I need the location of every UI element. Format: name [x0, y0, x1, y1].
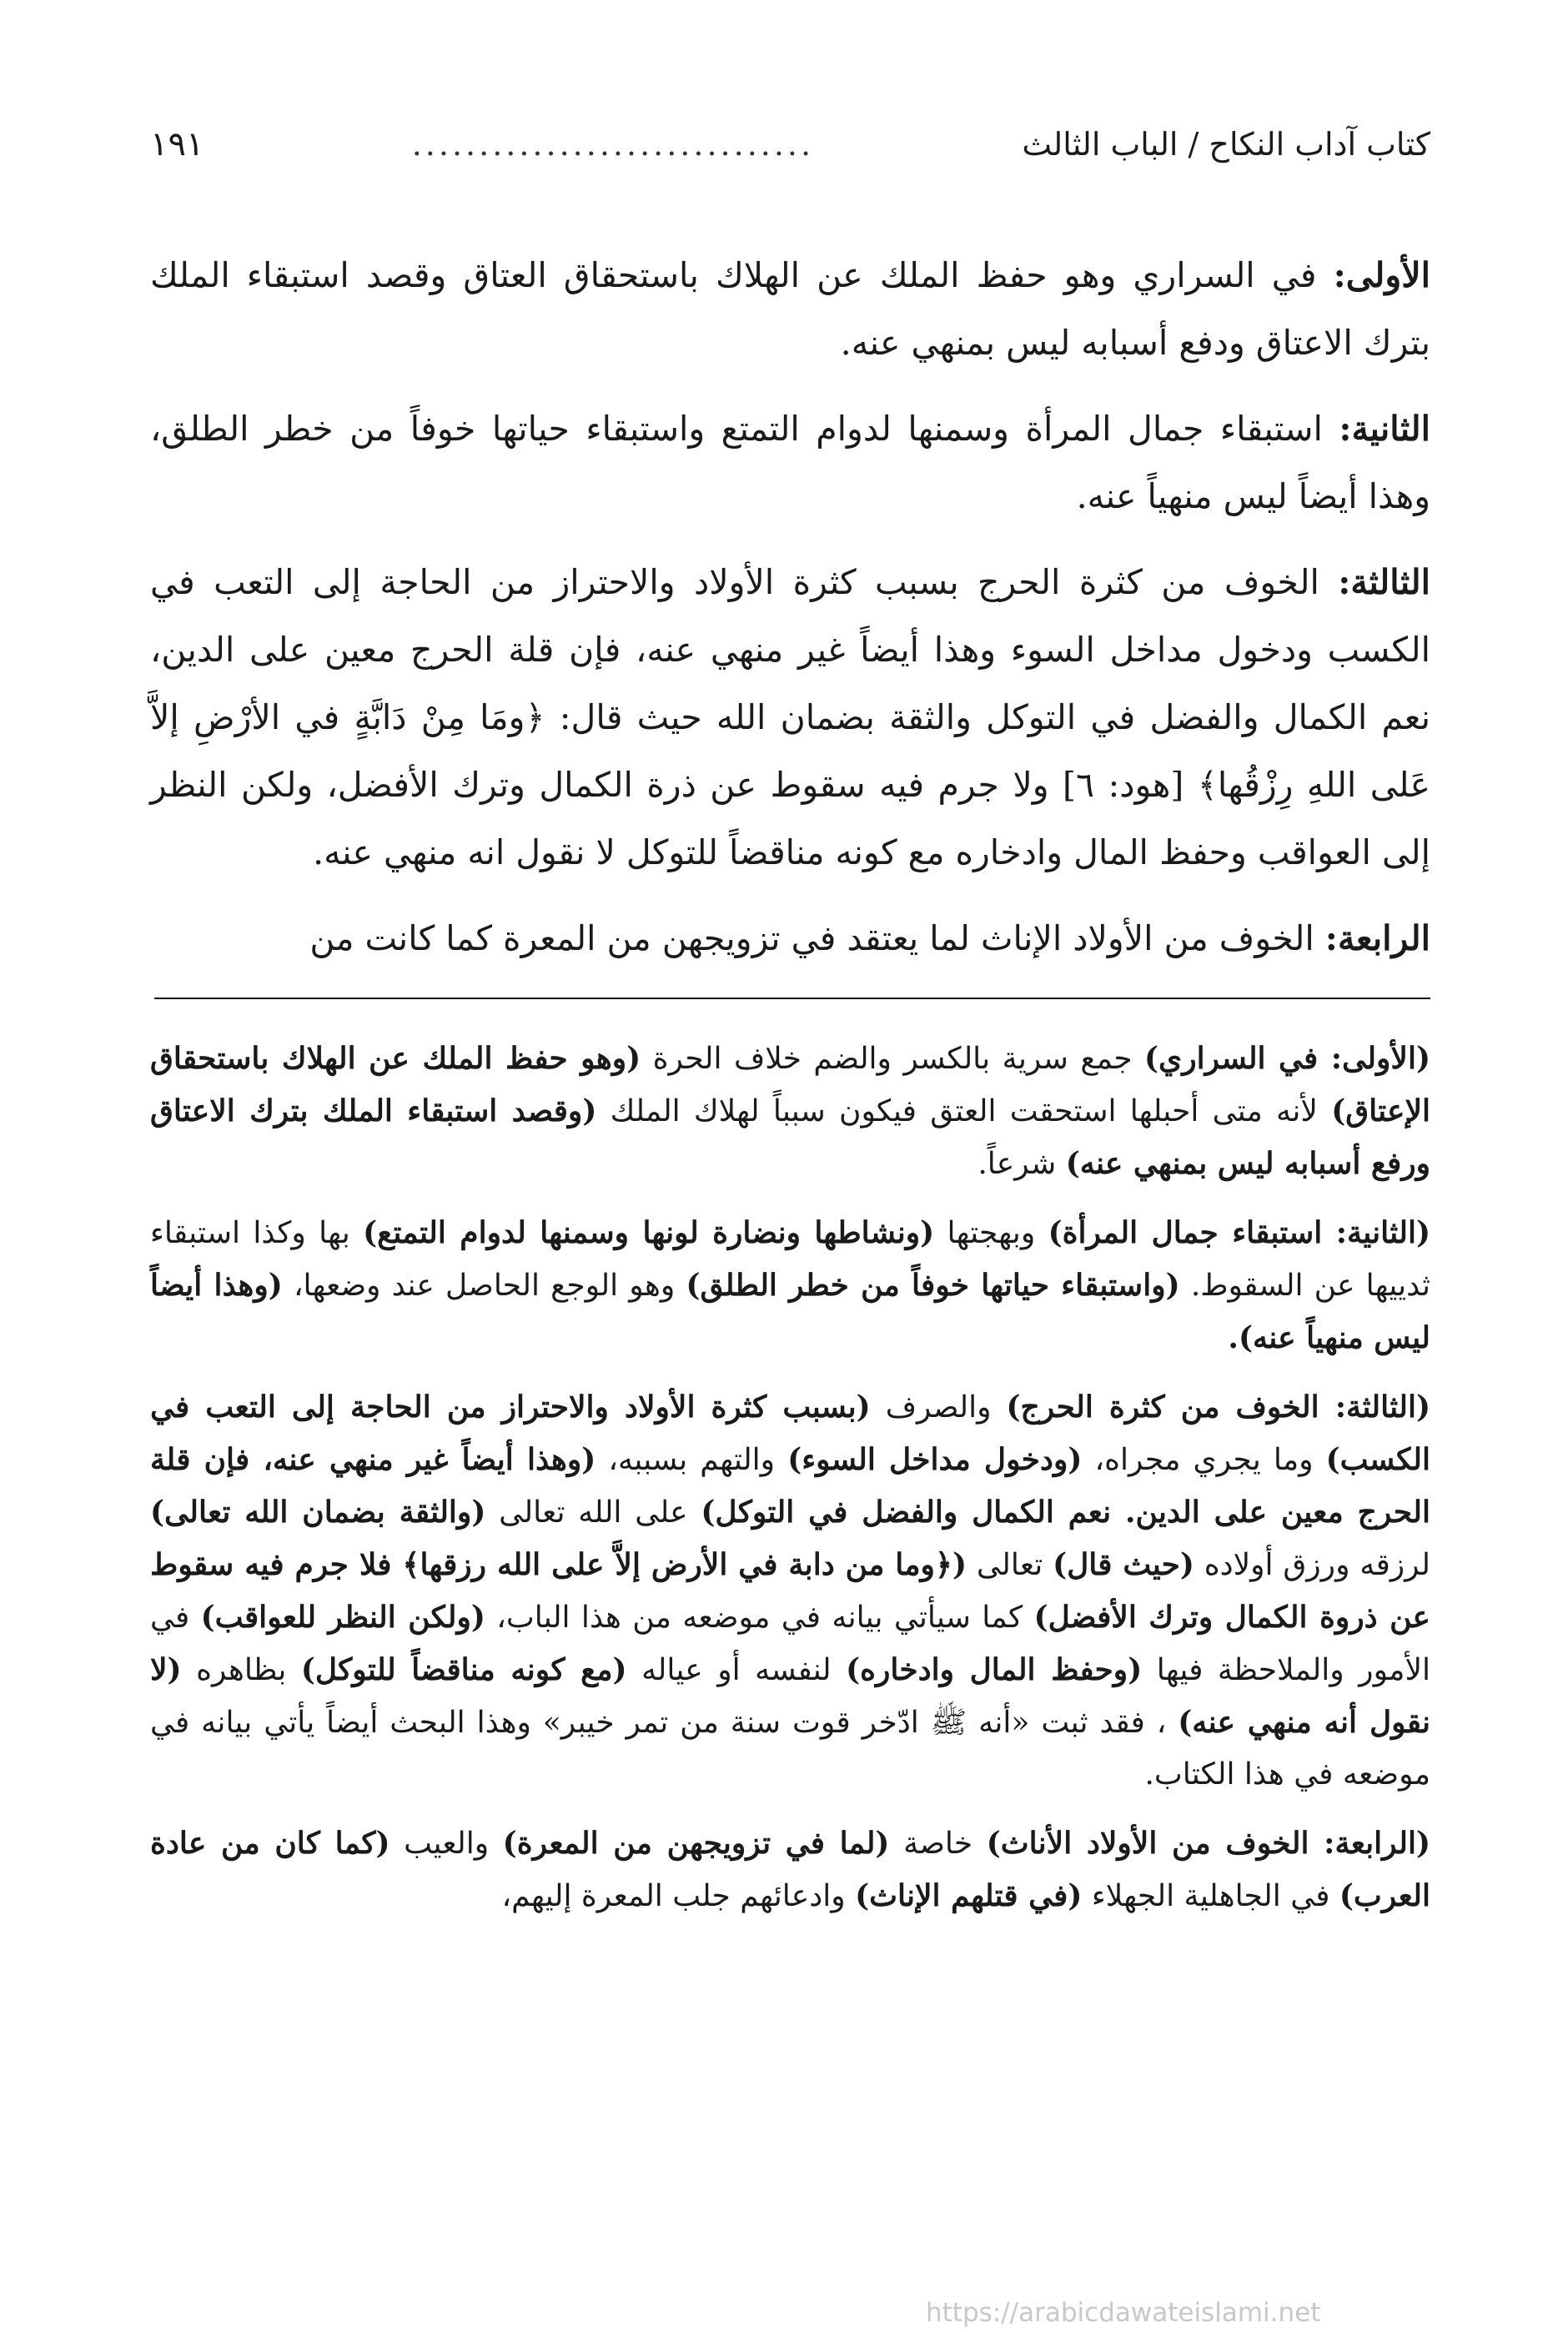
book-page	[150, 125, 1430, 1939]
note-fourth-e: (كما كان من عادة العرب)	[150, 1826, 1430, 1913]
note-third-b: والصرف	[885, 1390, 992, 1425]
text-third-a: الخوف من كثرة الحرج بسبب كثرة الأولاد والاحتراز من الحاجة إلى التعب في الكسب ودخول مداخل السوء وهذا أيضاً غير منهي عنه، فإن قلة الحرج معين على الدين، نعم الكمال والفضل في التوكل والثقة بضمان الله حيث قال:	[150, 562, 1430, 737]
note-first-e: (وقصد استبقاء الملك بترك الاعتاق ورفع أسبابه ليس بمنهي عنه)	[150, 1093, 1430, 1181]
lead-fourth: الرابعة:	[1324, 918, 1430, 958]
commentary	[150, 1033, 1430, 1922]
note-second	[150, 1207, 1430, 1365]
note-third-s: (مع كونه مناقضاً للتوكل)	[300, 1652, 627, 1687]
note-second-d: بها وكذا استبقاء ثدييها عن السقوط.	[150, 1216, 1431, 1303]
note-second-e: (واستبقاء حياتها خوفاً من خطر الطلق)	[686, 1268, 1180, 1303]
text-second: استبقاء جمال المرأة وسمنها لدوام التمتع واستبقاء حياتها خوفاً من خطر الطلق، وهذا أيضاً ليس منهياً عنه.	[150, 409, 1430, 516]
note-fourth-a: (الرابعة: الخوف من الأولاد الأناث)	[986, 1826, 1431, 1861]
page-number: ١٩١	[150, 125, 204, 163]
note-second-a: (الثانية: استبقاء جمال المرأة)	[1048, 1215, 1431, 1250]
lead-second: الثانية:	[1339, 409, 1430, 449]
note-second-g: (وهذا أيضاً ليس منهياً عنه).	[150, 1268, 1430, 1355]
note-third-p: في الأمور والملاحظة فيها	[150, 1601, 1430, 1687]
note-third-c: (بسبب كثرة الأولاد والاحتراز من الحاجة إلى التعب في الكسب)	[150, 1390, 1430, 1477]
quran-verse: ﴿ومَا مِنْ دَابَّةٍ في الأرْضِ إلاَّ عَلى اللهِ رِزْقُها﴾	[150, 697, 1430, 805]
paragraph-second	[150, 395, 1430, 530]
main-text	[150, 242, 1430, 973]
chapter-title: كتاب آداب النكاح / الباب الثالث	[1022, 126, 1430, 163]
paragraph-fourth	[150, 905, 1430, 973]
note-third-l: تعالى	[976, 1548, 1043, 1582]
note-third-t: بظاهره	[196, 1653, 287, 1687]
paragraph-third	[150, 549, 1430, 887]
note-second-c: (ونشاطها ونضارة لونها وسمنها لدوام التمتع)	[363, 1215, 935, 1250]
note-third-v: ، فقد ثبت «أنه ﷺ ادّخر قوت سنة من تمر خيبر» وهذا البحث أيضاً يأتي بيانه في موضعه في هذا الكتاب.	[150, 1706, 1430, 1792]
note-third-m: (﴿وما من دابة في الأرض إلاَّ على الله رزقها﴾ فلا جرم فيه سقوط عن ذروة الكمال وترك الأفضل)	[150, 1547, 1430, 1635]
note-third-g: (وهذا أيضاً غير منهي عنه، فإن قلة الحرج معين على الدين. نعم الكمال والفضل في التوكل)	[150, 1442, 1430, 1530]
note-first-a: (الأولى: في السراري)	[1144, 1041, 1430, 1076]
note-fourth-d: والعيب	[404, 1827, 490, 1861]
note-second-b: وبهجتها	[947, 1216, 1036, 1250]
note-fourth	[150, 1817, 1430, 1922]
running-header	[150, 125, 1430, 183]
site-watermark: https://arabicdawateislami.net	[926, 2298, 1321, 2328]
note-third-h: على الله تعالى	[499, 1495, 688, 1530]
note-third-a: (الثالثة: الخوف من كثرة الحرج)	[1006, 1390, 1430, 1425]
note-third-j: لرزقه ورزق أولاده	[1204, 1548, 1431, 1582]
note-first-c: (وهو حفظ الملك عن الهلاك باستحقاق الإعتاق)	[150, 1041, 1430, 1128]
note-fourth-c: (لما في تزويجهن من المعرة)	[502, 1826, 890, 1861]
note-first-f: شرعاً.	[977, 1147, 1057, 1181]
note-third-u: (لا نقول أنه منهي عنه)	[150, 1652, 1430, 1740]
text-fourth: الخوف من الأولاد الإناث لما يعتقد في تزويجهن من المعرة كما كانت من	[309, 918, 1314, 958]
note-fourth-f: في الجاهلية الجهلاء	[1091, 1879, 1330, 1913]
note-third-o: (ولكن النظر للعواقب)	[200, 1600, 485, 1635]
note-third-e: (ودخول مداخل السوء)	[787, 1442, 1083, 1477]
note-third-r: لنفسه أو عياله	[641, 1653, 832, 1687]
note-third-q: (وحفظ المال وادخاره)	[846, 1652, 1143, 1687]
note-third-i: (والثقة بضمان الله تعالى)	[150, 1495, 486, 1530]
note-third-f: والتهم بسببه،	[608, 1443, 776, 1477]
note-third-k: (حيث قال)	[1053, 1547, 1194, 1582]
text-third-b: [هود: ٦] ولا جرم فيه سقوط عن ذرة الكمال وترك الأفضل، ولكن النظر إلى العواقب وحفظ المال وادخاره مع كونه مناقضاً للتوكل لا نقول انه منهي عنه.	[150, 765, 1430, 872]
note-third-n: كما سيأتي بيانه في موضعه من هذا الباب،	[496, 1601, 1023, 1635]
note-first-d: لأنه متى أحبلها استحقت العتق فيكون سبباً لهلاك الملك	[610, 1094, 1318, 1128]
lead-first: الأولى:	[1333, 255, 1430, 295]
footnote-divider	[154, 998, 1430, 999]
note-second-f: وهو الوجع الحاصل عند وضعها،	[293, 1269, 676, 1303]
text-first: في السراري وهو حفظ الملك عن الهلاك باستحقاق العتاق وقصد استبقاء الملك بترك الاعتاق ودفع أسبابه ليس بمنهي عنه.	[150, 255, 1430, 363]
note-third-d: وما يجري مجراه،	[1094, 1443, 1314, 1477]
note-fourth-b: خاصة	[903, 1827, 973, 1861]
note-first	[150, 1033, 1430, 1190]
note-third	[150, 1381, 1430, 1801]
note-fourth-h: وادعائهم جلب المعرة إليهم،	[501, 1879, 846, 1913]
note-fourth-g: (في قتلهم الإناث)	[855, 1878, 1083, 1913]
leader-dots: ..............................	[411, 126, 815, 163]
note-first-b: جمع سرية بالكسر والضم خلاف الحرة	[652, 1042, 1133, 1076]
paragraph-first	[150, 242, 1430, 377]
lead-third: الثالثة:	[1338, 562, 1430, 602]
